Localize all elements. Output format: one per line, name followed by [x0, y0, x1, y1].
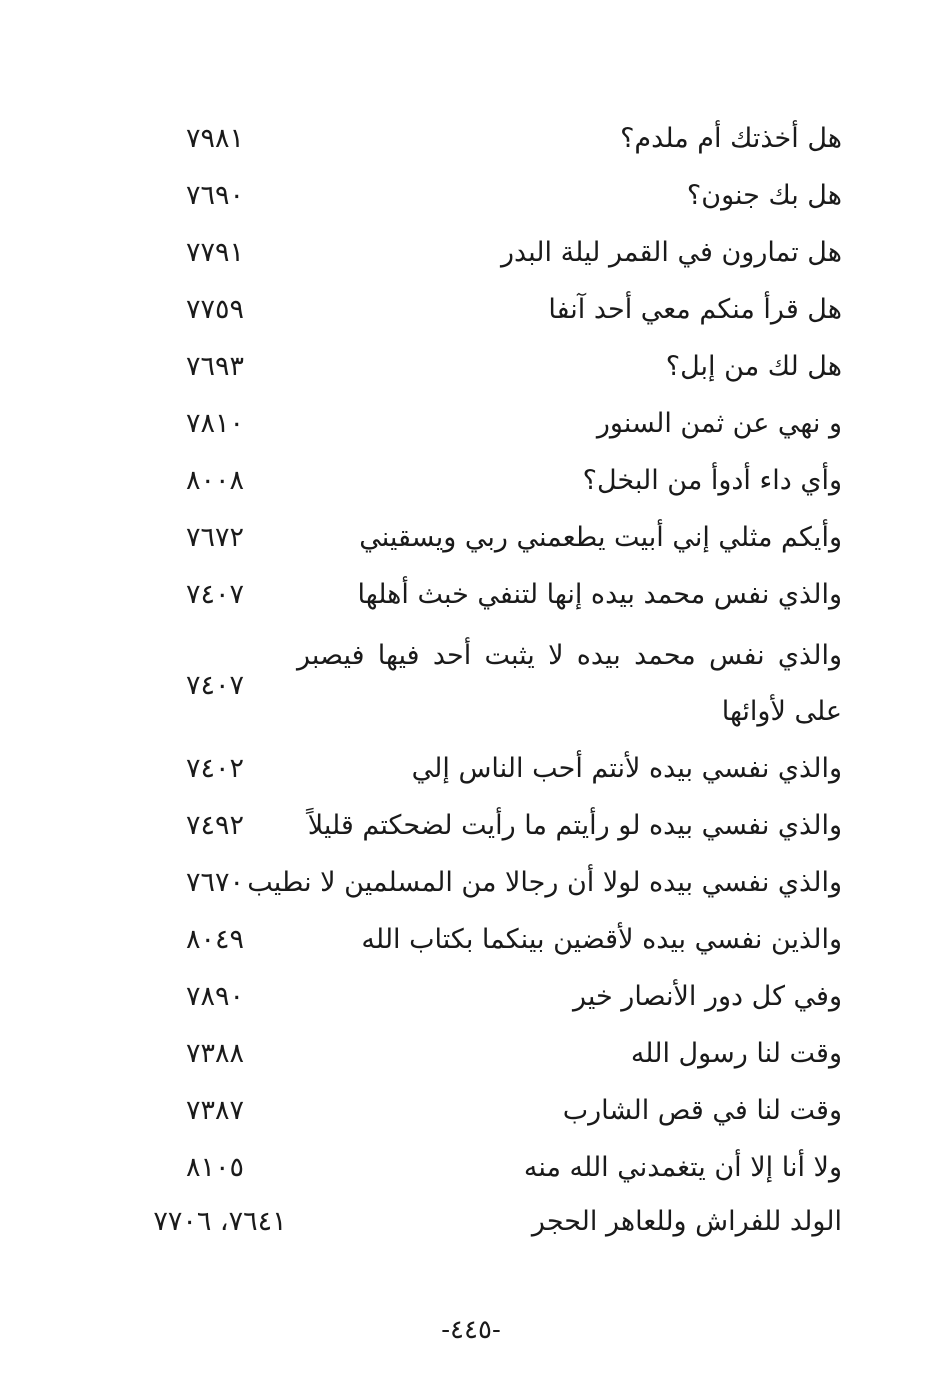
hadith-phrase: هل بك جنون؟ [686, 180, 842, 211]
hadith-phrase: و نهي عن ثمن السنور [596, 408, 842, 439]
hadith-phrase: هل تمارون في القمر ليلة البدر [500, 237, 842, 268]
hadith-phrase: والذي نفس محمد بيده إنها لتنفي خبث أهلها [357, 579, 842, 610]
hadith-phrase: والذين نفسي بيده لأقضين بينكما بكتاب الله [361, 924, 842, 955]
hadith-phrase: ولا أنا إلا أن يتغمدني الله منه [523, 1152, 842, 1183]
hadith-number: ٧٧٩١ [185, 237, 244, 268]
hadith-number: ٧٩٨١ [185, 123, 244, 154]
hadith-phrase: والذي نفسي بيده لأنتم أحب الناس إلي [411, 753, 842, 784]
hadith-number: ٧٨١٠ [185, 408, 244, 439]
hadith-phrase: هل أخذتك أم ملدم؟ [620, 123, 842, 154]
hadith-phrase: وأي داء أدوأ من البخل؟ [582, 465, 842, 496]
hadith-number: ٧٨٩٠ [185, 981, 244, 1012]
hadith-number: ٧٤٠٧ [185, 670, 244, 701]
hadith-number: ٨٠٠٨ [185, 465, 244, 496]
hadith-number: ٧٦٤١، ٧٧٠٦ [153, 1206, 287, 1237]
hadith-number: ٧٤٩٢ [185, 810, 244, 841]
hadith-number: ٧٦٩٣ [185, 351, 244, 382]
hadith-number: ٧٦٩٠ [185, 180, 244, 211]
hadith-number: ٨١٠٥ [185, 1152, 244, 1183]
hadith-phrase: هل لك من إبل؟ [665, 351, 842, 382]
hadith-number: ٧٣٨٨ [185, 1038, 244, 1069]
hadith-number: ٧٣٨٧ [185, 1095, 244, 1126]
hadith-number: ٧٤٠٢ [185, 753, 244, 784]
hadith-phrase: والذي نفسي بيده لولا أن رجالا من المسلمين لا نطيب [247, 867, 842, 898]
hadith-phrase: وقت لنا في قص الشارب [562, 1095, 842, 1126]
hadith-number: ٧٧٥٩ [185, 294, 244, 325]
page-number: -٤٤٥- [441, 1315, 501, 1345]
hadith-number: ٧٦٧٢ [185, 522, 244, 553]
hadith-phrase: والذي نفس محمد بيده لا يثبت أحد فيها فيصبر على لأوائها [297, 640, 842, 727]
hadith-number: ٨٠٤٩ [185, 924, 244, 955]
hadith-phrase: وقت لنا رسول الله [630, 1038, 842, 1069]
hadith-phrase: هل قرأ منكم معي أحد آنفا [548, 294, 842, 325]
hadith-number: ٧٤٠٧ [185, 579, 244, 610]
hadith-number: ٧٦٧٠ [185, 867, 244, 898]
hadith-phrase: الولد للفراش وللعاهر الحجر [531, 1206, 842, 1237]
hadith-phrase: والذي نفسي بيده لو رأيتم ما رأيت لضحكتم قليلاً [307, 810, 842, 841]
hadith-phrase: وأيكم مثلي إني أبيت يطعمني ربي ويسقيني [359, 522, 842, 553]
hadith-phrase: وفي كل دور الأنصار خير [572, 981, 842, 1012]
